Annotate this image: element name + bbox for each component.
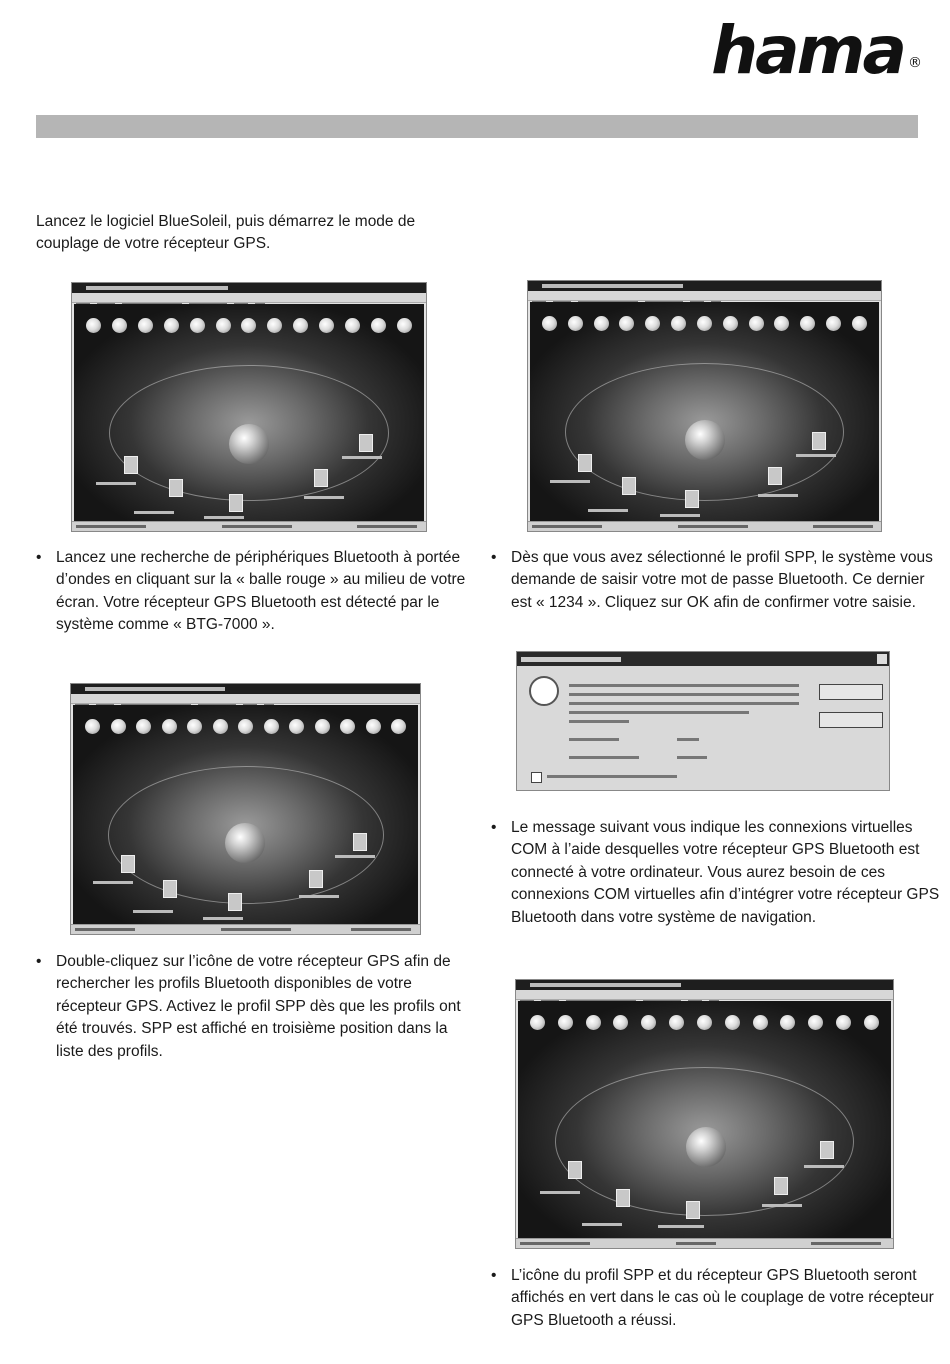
search-ball (686, 1127, 726, 1167)
bullet-password: • Dès que vous avez sélectionné le profil SPP, le système vous demande de saisir votre mot de passe Bluetooth. Ce dernier est « 1234 ». Cliquez sur OK afin de confirmer votre saisie. (491, 549, 933, 611)
bullet-double-click: • Double-cliquez sur l’icône de votre récepteur GPS afin de rechercher les profils Bluetooth disponibles de votre récepteur GPS. Activez le profil SPP dès que les profils ont été trouvés. SPP est affiché en troisième position dans la liste des profils. (36, 953, 461, 1060)
dialog-checkbox (531, 772, 542, 783)
search-ball (685, 420, 725, 460)
header-bar (36, 115, 918, 138)
registered-mark: ® (908, 55, 922, 71)
bluesoleil-screenshot-2 (527, 280, 882, 532)
bullet-com-ports: • Le message suivant vous indique les connexions virtuelles COM à l’aide desquelles votre récepteur GPS Bluetooth est connecté à votre ordinateur. Vous aurez besoin de ces connexions COM virtuelles afin d’intégrer votre récepteur GPS Bluetooth dans votre système de navigation. (491, 819, 940, 926)
hama-logo: hama ® (711, 12, 922, 89)
bullet-search-devices: • Lancez une recherche de périphériques Bluetooth à portée d’ondes en cliquant sur la « balle rouge » au milieu de votre écran. Votre récepteur GPS Bluetooth est détecté par le système comme « BTG-7000 ». (36, 549, 466, 634)
toolbar-icons (85, 715, 406, 737)
question-icon (529, 676, 559, 706)
dialog-button-2 (819, 712, 883, 728)
intro-text: Lancez le logiciel BlueSoleil, puis démarrez le mode de couplage de votre récepteur GPS. (36, 213, 416, 253)
dialog-button-1 (819, 684, 883, 700)
toolbar-icons (542, 312, 867, 334)
bluesoleil-screenshot-4 (515, 979, 894, 1249)
bluesoleil-screenshot-3 (70, 683, 421, 935)
bluesoleil-screenshot-1 (71, 282, 427, 532)
search-ball (225, 823, 265, 863)
search-ball (229, 424, 269, 464)
toolbar-icons (530, 1011, 879, 1033)
bullet-green-icons: • L’icône du profil SPP et du récepteur GPS Bluetooth seront affichés en vert dans le cas où le couplage de votre récepteur GPS Bluetooth a réussi. (491, 1267, 934, 1329)
connection-dialog-screenshot (516, 651, 890, 791)
close-icon (877, 654, 887, 664)
toolbar-icons (86, 314, 412, 336)
